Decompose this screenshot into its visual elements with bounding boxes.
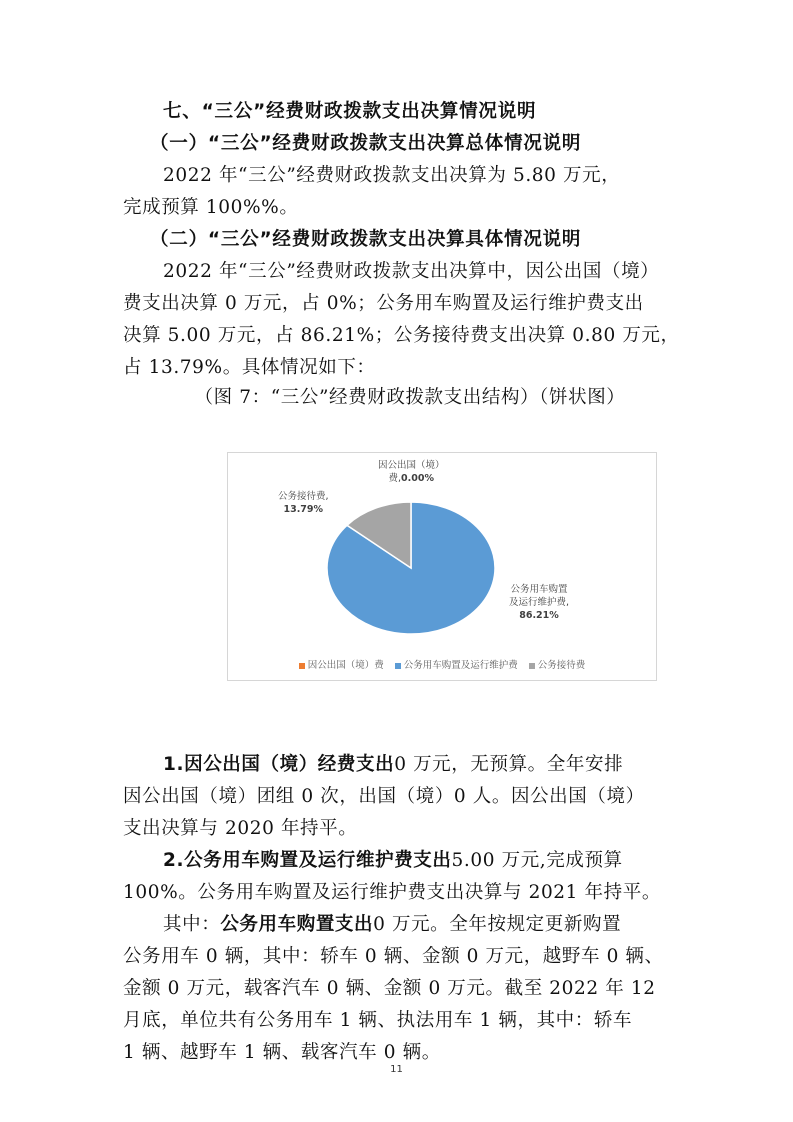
pie-label-pct: 0.00% (401, 473, 434, 484)
paragraph-line: 因公出国（境）团组 0 次，出国（境）0 人。因公出国（境） (123, 786, 645, 807)
pie-label-pct: 13.79% (283, 504, 324, 515)
pie-label-line2: 及运行维护费, (509, 597, 570, 608)
item-2-text: 5.00 万元,完成预算 (451, 850, 623, 871)
pie-label-vehicle (509, 583, 569, 622)
item-3-text: 0 万元。全年按规定更新购置 (373, 914, 622, 935)
pie-label-reception (278, 490, 329, 516)
pie-label-overseas (378, 459, 445, 485)
legend-label: 公务接待费 (537, 660, 586, 671)
paragraph-line: 100%。公务用车购置及运行维护费支出决算与 2021 年持平。 (123, 882, 661, 903)
legend-swatch (395, 663, 401, 669)
paragraph-line: 2022 年“三公”经费财政拨款支出决算中，因公出国（境） (163, 261, 660, 282)
pie-chart (227, 452, 657, 681)
paragraph-line: 占 13.79%。具体情况如下： (123, 357, 376, 378)
legend-label: 公务用车购置及运行维护费 (403, 660, 518, 671)
legend-item (299, 657, 384, 671)
item-3-title: 公务用车购置支出 (220, 914, 374, 935)
pie-label-pct: 86.21% (519, 610, 559, 621)
paragraph-line: 公务用车 0 辆，其中：轿车 0 辆、金额 0 万元，越野车 0 辆、 (123, 946, 664, 967)
paragraph-line: 支出决算与 2020 年持平。 (123, 818, 358, 839)
item-2-title: 公务用车购置及运行维护费支出 (184, 850, 452, 871)
pie-chart-svg (228, 453, 656, 680)
paragraph-line: 月底，单位共有公务用车 1 辆、执法用车 1 辆，其中：轿车 (123, 1010, 633, 1031)
legend-swatch (529, 663, 535, 669)
item-1-text: 0 万元，无预算。全年安排 (394, 754, 624, 775)
paragraph-line: 费支出决算 0 万元，占 0%；公务用车购置及运行维护费支出 (123, 293, 644, 314)
paragraph-line: 2022 年“三公”经费财政拨款支出决算为 5.80 万元， (163, 165, 621, 186)
pie-label-line1: 公务接待费, (278, 491, 329, 502)
legend-swatch (299, 663, 305, 669)
item-2-number: 2. (163, 850, 185, 871)
pie-label-line1: 公务用车购置 (510, 584, 568, 595)
legend-item (395, 657, 518, 671)
paragraph-line: 1 辆、越野车 1 辆、载客汽车 0 辆。 (123, 1042, 441, 1063)
paragraph-line: 完成预算 100%%。 (123, 197, 299, 218)
item-3-line (163, 912, 683, 938)
item-1-line (163, 752, 683, 778)
figure-caption: （图 7：“三公”经费财政拨款支出结构）（饼状图） (194, 387, 626, 408)
item-2-line (163, 848, 683, 874)
chart-legend (228, 657, 656, 671)
legend-item (529, 657, 586, 671)
item-1-title: 因公出国（境）经费支出 (184, 754, 395, 775)
section-title: 七、“三公”经费财政拨款支出决算情况说明 (163, 101, 537, 122)
subsection-title-1: （一）“三公”经费财政拨款支出决算总体情况说明 (150, 133, 582, 154)
item-1-number: 1. (163, 754, 185, 775)
paragraph-line: 金额 0 万元，载客汽车 0 辆、金额 0 万元。截至 2022 年 12 (123, 978, 656, 999)
legend-label: 因公出国（境）费 (307, 660, 384, 671)
paragraph-line: 决算 5.00 万元，占 86.21%；公务接待费支出决算 0.80 万元， (123, 325, 680, 346)
pie-label-line2: 费, (388, 473, 402, 484)
page-number: 11 (390, 1064, 403, 1075)
subsection-title-2: （二）“三公”经费财政拨款支出决算具体情况说明 (150, 229, 582, 250)
pie-label-line1: 因公出国（境） (378, 460, 445, 471)
item-3-prefix: 其中： (163, 914, 221, 935)
